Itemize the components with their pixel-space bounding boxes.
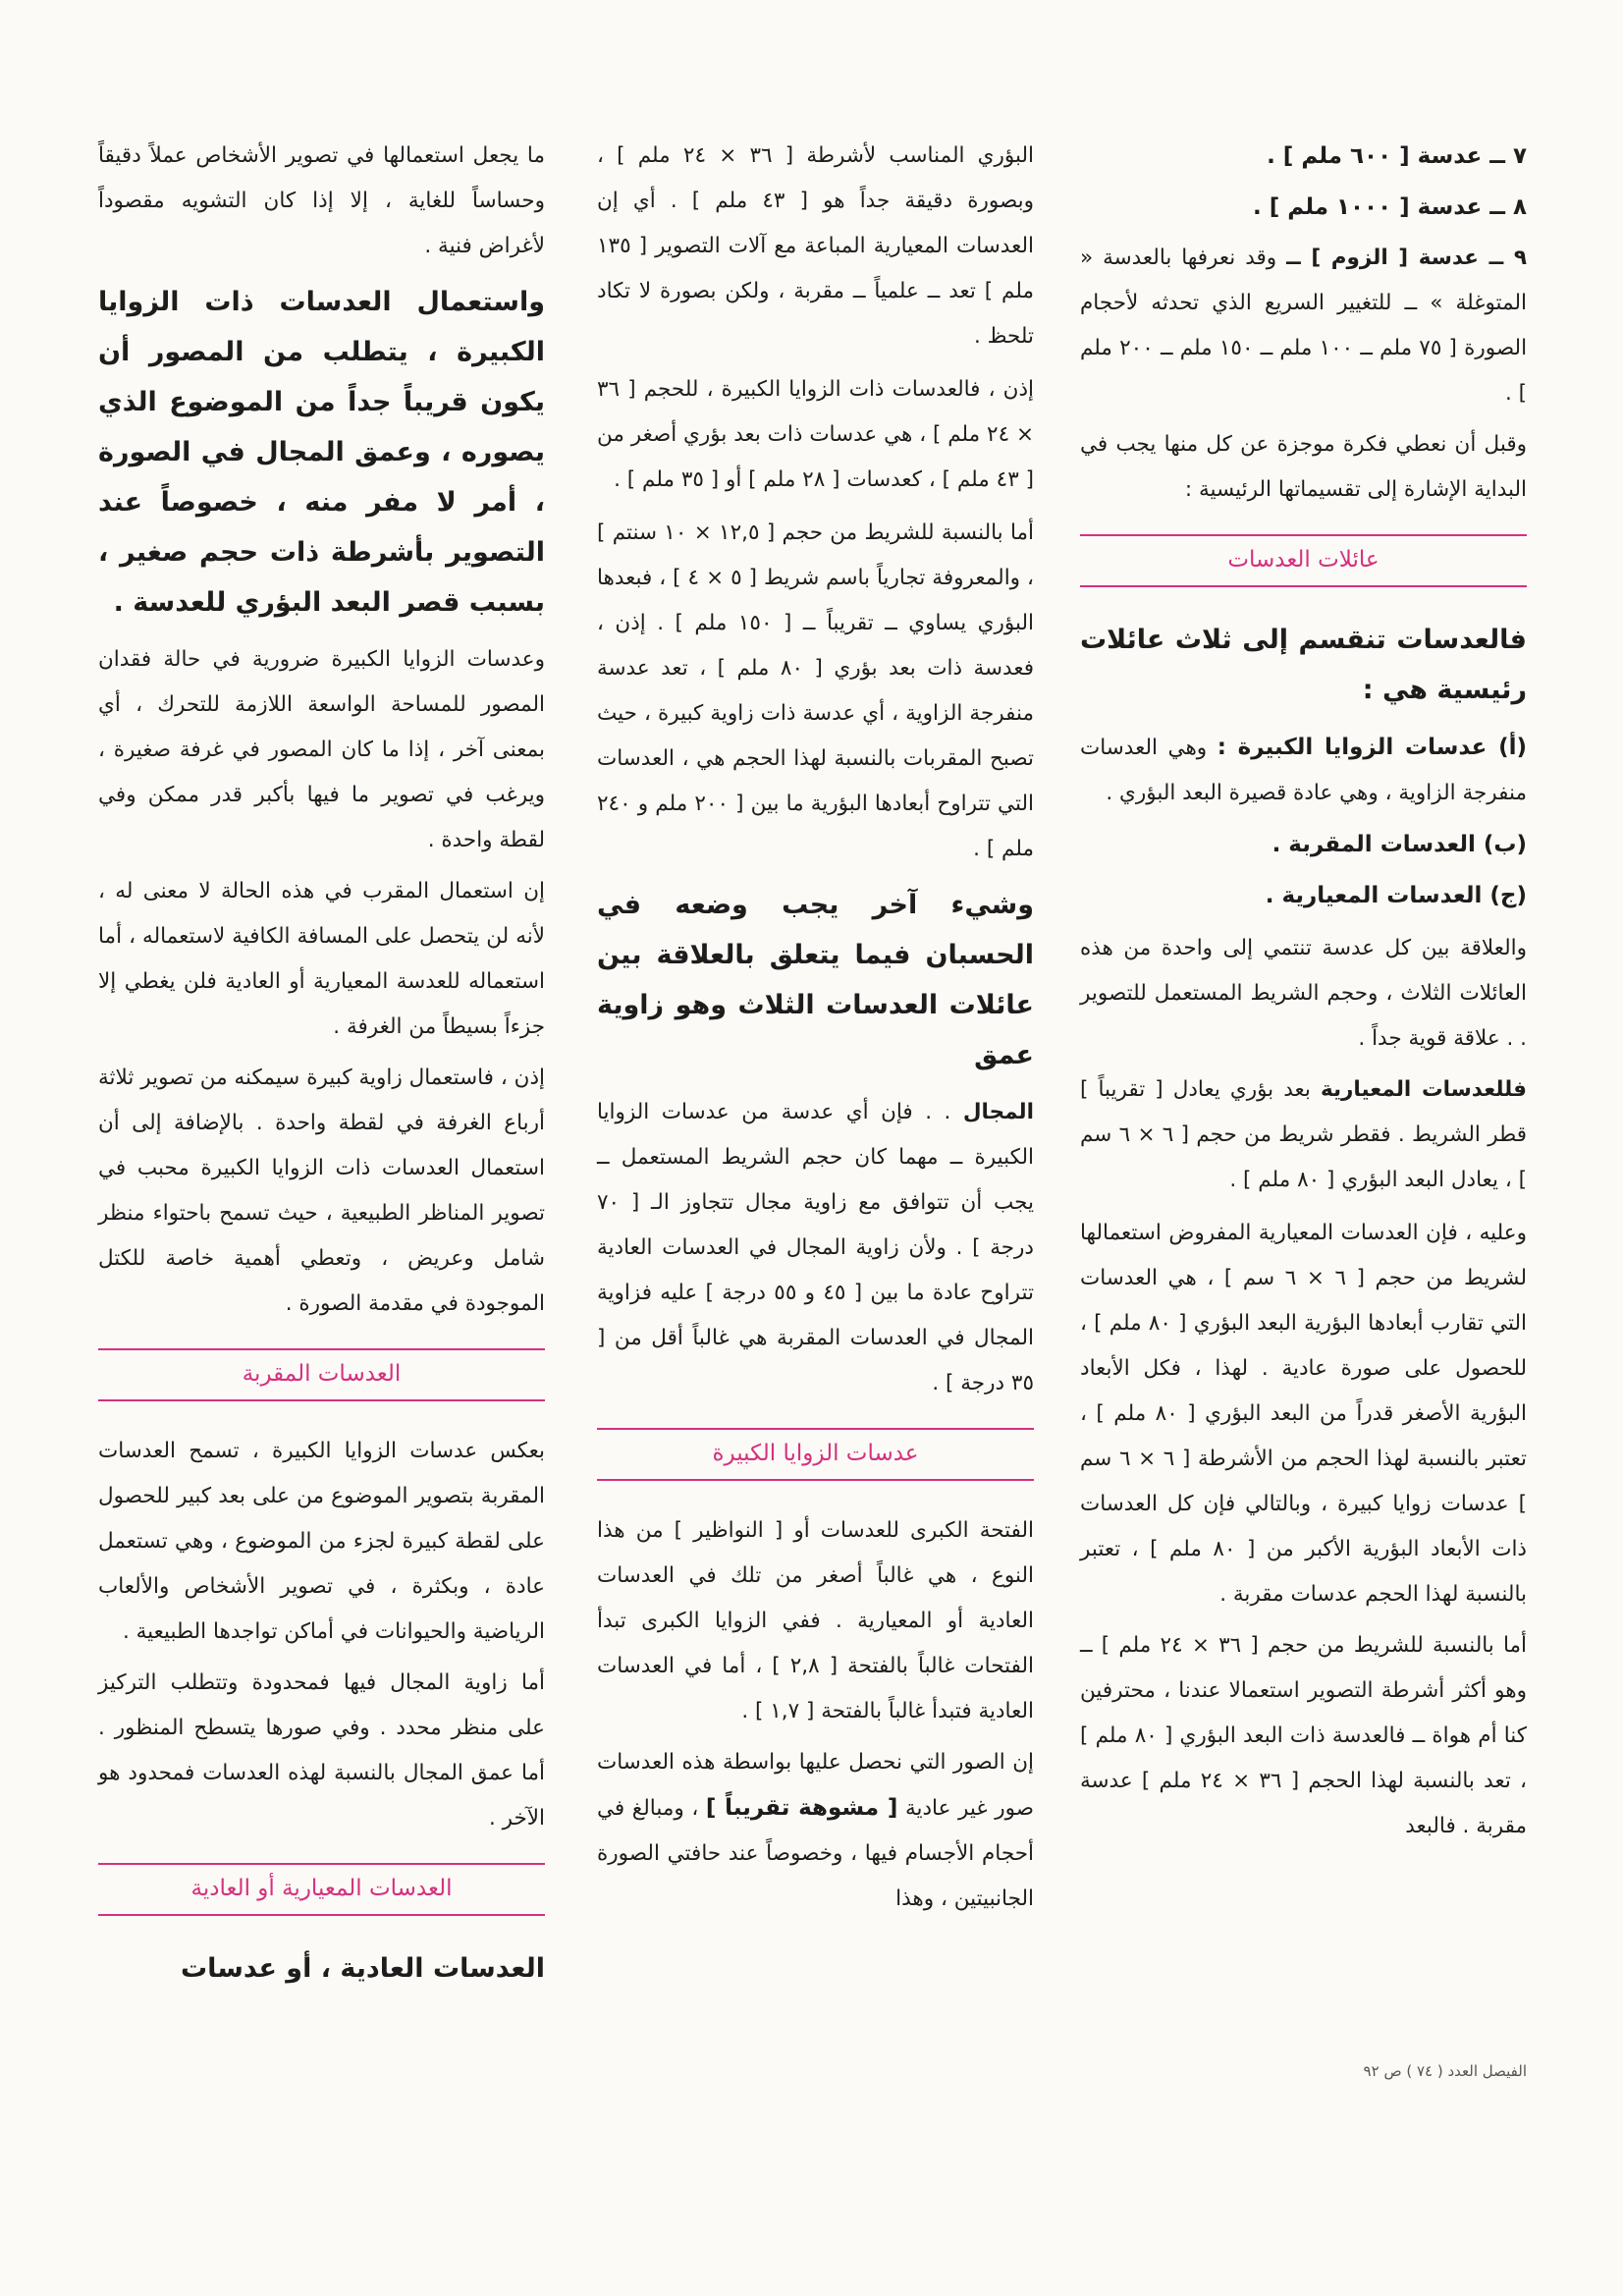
paragraph-text: . . فإن أي عدسة من عدسات الزوايا الكبيرة ــ مهما كان حجم الشريط المستعمل ــ يجب أن تتوافق مع زاوية مجال تتجاوز الـ [ ٧٠ درجة ] . ولأن زاوية المجال في العدسات العادية تتراوح عادة ما بين [ ٤٥ و ٥٥ درجة ] عليه فزاوية المجال في العدسات المقربة هي غالباً أقل من [ ٣٥ درجة ] . [597, 1100, 1034, 1395]
paragraph: وعدسات الزوايا الكبيرة ضرورية في حالة فقدان المصور للمساحة الواسعة اللازمة للتحرك ، أي بمعنى آخر ، إذا ما كان المصور في غرفة صغيرة ، ويرغب في تصوير ما فيها بأكبر قدر ممكن وفي لقطة واحدة . [98, 647, 545, 852]
section-heading-wide-angle: عدسات الزوايا الكبيرة [597, 1428, 1034, 1481]
column-middle [597, 134, 1034, 1928]
paragraph: والعلاقة بين كل عدسة تنتمي إلى واحدة من هذه العائلات الثلاث ، وحجم الشريط المستعمل للتصوير . . علاقة قوية جداً . [1080, 936, 1527, 1051]
paragraph [597, 1740, 1034, 1922]
list-item: ٨ ــ عدسة [ ١٠٠٠ ملم ] . [1253, 194, 1527, 220]
page-footer: الفيصل العدد ( ٧٤ ) ص ٩٢ [1363, 2062, 1527, 2080]
paragraph: أما زاوية المجال فيها فمحدودة وتتطلب التركيز على منظر محدد . وفي صورها يتسطح المنظور . أما عمق المجال بالنسبة لهذه العدسات فمحدود هو الآخر . [98, 1670, 545, 1831]
family-a-text: وهي العدسات منفرجة الزاوية ، وهي عادة قصيرة البعد البؤري . [1080, 736, 1527, 805]
paragraph [597, 1090, 1034, 1406]
column-left [98, 134, 545, 2003]
paragraph: وقبل أن نعطي فكرة موجزة عن كل منها يجب في البداية الإشارة إلى تقسيماتها الرئيسية : [1080, 432, 1527, 502]
section-heading-lens-families: عائلات العدسات [1080, 534, 1527, 587]
section-heading-telephoto: العدسات المقربة [98, 1348, 545, 1401]
zoom-lens-heading: ٩ ــ عدسة [ الزوم ] ــ [1286, 246, 1527, 270]
paragraph: وعليه ، فإن العدسات المعيارية المفروض استعمالها لشريط من حجم [ ٦ × ٦ سم ] ، هي العدسات التي تقارب أبعادها البؤرية البعد البؤري [ ٨٠ ملم ] ، للحصول على صورة عادية . لهذا ، فكل الأبعاد البؤرية الأصغر قدراً من البعد البؤري [ ٨٠ ملم ] ، تعتبر بالنسبة لهذا الحجم من الأشرطة [ ٦ × ٦ سم ] عدسات زوايا كبيرة ، وبالتالي فإن كل العدسات ذات الأبعاد البؤرية الأكبر من [ ٨٠ ملم ] ، تعتبر بالنسبة لهذا الحجم عدسات مقربة . [1080, 1221, 1527, 1607]
family-telephoto: (ب) العدسات المقربة . [1271, 832, 1527, 857]
lead-paragraph: واستعمال العدسات ذات الزوايا الكبيرة ، يتطلب من المصور أن يكون قريباً جداً من الموضوع الذي يصوره ، وعمق المجال في الصورة ، أمر لا مفر منه ، خصوصاً عند التصوير بأشرطة ذات حجم صغير ، بسبب قصر البعد البؤري للعدسة . [98, 287, 545, 618]
paragraph-text: إن الصور التي نحصل عليها بواسطة هذه العدسات صور غير عادية [597, 1750, 1034, 1821]
list-item-zoom [1080, 236, 1527, 416]
paragraph: أما بالنسبة للشريط من حجم [ ١٢,٥ × ١٠ سنتم ] ، والمعروفة تجارياً باسم شريط [ ٥ × ٤ ] ، فبعدها البؤري يساوي ــ تقريباً ــ [ ١٥٠ ملم ] . إذن ، فعدسة ذات بعد بؤري [ ٨٠ ملم ] ، تعد عدسة منفرجة الزاوية ، أي عدسة ذات زاوية كبيرة ، حيث تصبح المقربات بالنسبة لهذا الحجم هي ، العدسات التي تتراوح أبعادها البؤرية ما بين [ ٢٠٠ ملم و ٢٤٠ ملم ] . [597, 520, 1034, 861]
family-a-heading: (أ) عدسات الزوايا الكبيرة : [1217, 735, 1527, 760]
lead-paragraph: وشيء آخر يجب وضعه في الحسبان فيما يتعلق بالعلاقة بين عائلات العدسات الثلاث وهو زاوية عمق [597, 890, 1034, 1070]
paragraph: البؤري المناسب لأشرطة [ ٣٦ × ٢٤ ملم ] ، وبصورة دقيقة جداً هو [ ٤٣ ملم ] . أي إن العدسات المعيارية المباعة مع آلات التصوير [ ١٣٥ ملم ] تعد ــ علمياً ــ مقربة ، ولكن بصورة لا تكاد تلحظ . [597, 143, 1035, 349]
lead-paragraph: فالعدسات تنقسم إلى ثلاث عائلات رئيسية هي : [1080, 625, 1527, 705]
paragraph: الفتحة الكبرى للعدسات أو [ النواظير ] من هذا النوع ، هي غالباً أصغر من تلك في العدسات العادية أو المعيارية . ففي الزوايا الكبرى تبدأ الفتحات غالباً بالفتحة [ ٢,٨ ] ، أما في العدسات العادية فتبدأ غالباً بالفتحة [ ١,٧ ] . [597, 1518, 1034, 1723]
paragraph: أما بالنسبة للشريط من حجم [ ٣٦ × ٢٤ ملم ] ــ وهو أكثر أشرطة التصوير استعمالا عندنا ، محترفين كنا أم هواة ــ فالعدسة ذات البعد البؤري [ ٨٠ ملم ] ، تعد بالنسبة لهذا الحجم [ ٣٦ × ٢٤ ملم ] عدسة مقربة . فالبعد [1080, 1633, 1528, 1838]
bold-phrase: المجال [962, 1100, 1034, 1124]
paragraph: إن استعمال المقرب في هذه الحالة لا معنى له ، لأنه لن يتحصل على المسافة الكافية لاستعماله ، أما استعماله للعدسة المعيارية أو العادية فلن يغطي إلا جزءاً بسيطاً من الغرفة . [98, 879, 545, 1039]
section-heading-standard-lenses: العدسات المعيارية أو العادية [98, 1863, 545, 1916]
paragraph: ما يجعل استعمالها في تصوير الأشخاص عملاً دقيقاً وحساساً للغاية ، إلا إذا كان التشويه مقصوداً لأغراض فنية . [98, 143, 545, 258]
zoom-lens-text: وقد نعرفها بالعدسة « المتوغلة » ــ للتغيير السريع الذي تحدثه لأحجام الصورة [ ٧٥ ملم ــ ١٠٠ ملم ــ ١٥٠ ملم ــ ٢٠٠ ملم ] . [1080, 246, 1528, 406]
paragraph: إذن ، فاستعمال زاوية كبيرة سيمكنه من تصوير ثلاثة أرباع الغرفة في لقطة واحدة . بالإضافة إلى أن استعمال العدسات ذات الزوايا الكبيرة محبب في تصوير المناظر الطبيعية ، حيث تسمح باحتواء منظر شامل وعريض ، وتعطي أهمية خاصة للكتل الموجودة في مقدمة الصورة . [98, 1066, 545, 1316]
paragraph-text: بعد بؤري يعادل [ تقريباً ] قطر الشريط . فقطر شريط من حجم [ ٦ × ٦ سم ] ، يعادل البعد البؤري [ ٨٠ ملم ] . [1080, 1077, 1527, 1192]
lead-paragraph: العدسات العادية ، أو عدسات [181, 1953, 545, 1984]
bold-phrase: [ مشوهة تقريباً ] [705, 1795, 898, 1821]
paragraph [1080, 1067, 1527, 1203]
paragraph: إذن ، فالعدسات ذات الزوايا الكبيرة ، للحجم [ ٣٦ × ٢٤ ملم ] ، هي عدسات ذات بعد بؤري أصغر من [ ٤٣ ملم ] ، كعدسات [ ٢٨ ملم ] أو [ ٣٥ ملم ] . [597, 377, 1034, 492]
bold-phrase: فللعدسات المعيارية [1320, 1077, 1527, 1102]
family-standard: (ج) العدسات المعيارية . [1265, 883, 1527, 908]
family-wide-angle [1080, 725, 1527, 816]
column-right [1080, 134, 1527, 1855]
list-item: ٧ ــ عدسة [ ٦٠٠ ملم ] . [1267, 143, 1527, 169]
paragraph: بعكس عدسات الزوايا الكبيرة ، تسمح العدسات المقربة بتصوير الموضوع من على بعد كبير للحصول على لقطة كبيرة لجزء من الموضوع ، وهي تستعمل عادة ، وبكثرة ، في تصوير الأشخاص والألعاب الرياضية والحيوانات في أماكن تواجدها الطبيعية . [98, 1439, 545, 1644]
paragraph-text: ، ومبالغ في أحجام الأجسام فيها ، وخصوصاً عند حافتي الصورة الجانبيتين ، وهذا [597, 1796, 1034, 1911]
